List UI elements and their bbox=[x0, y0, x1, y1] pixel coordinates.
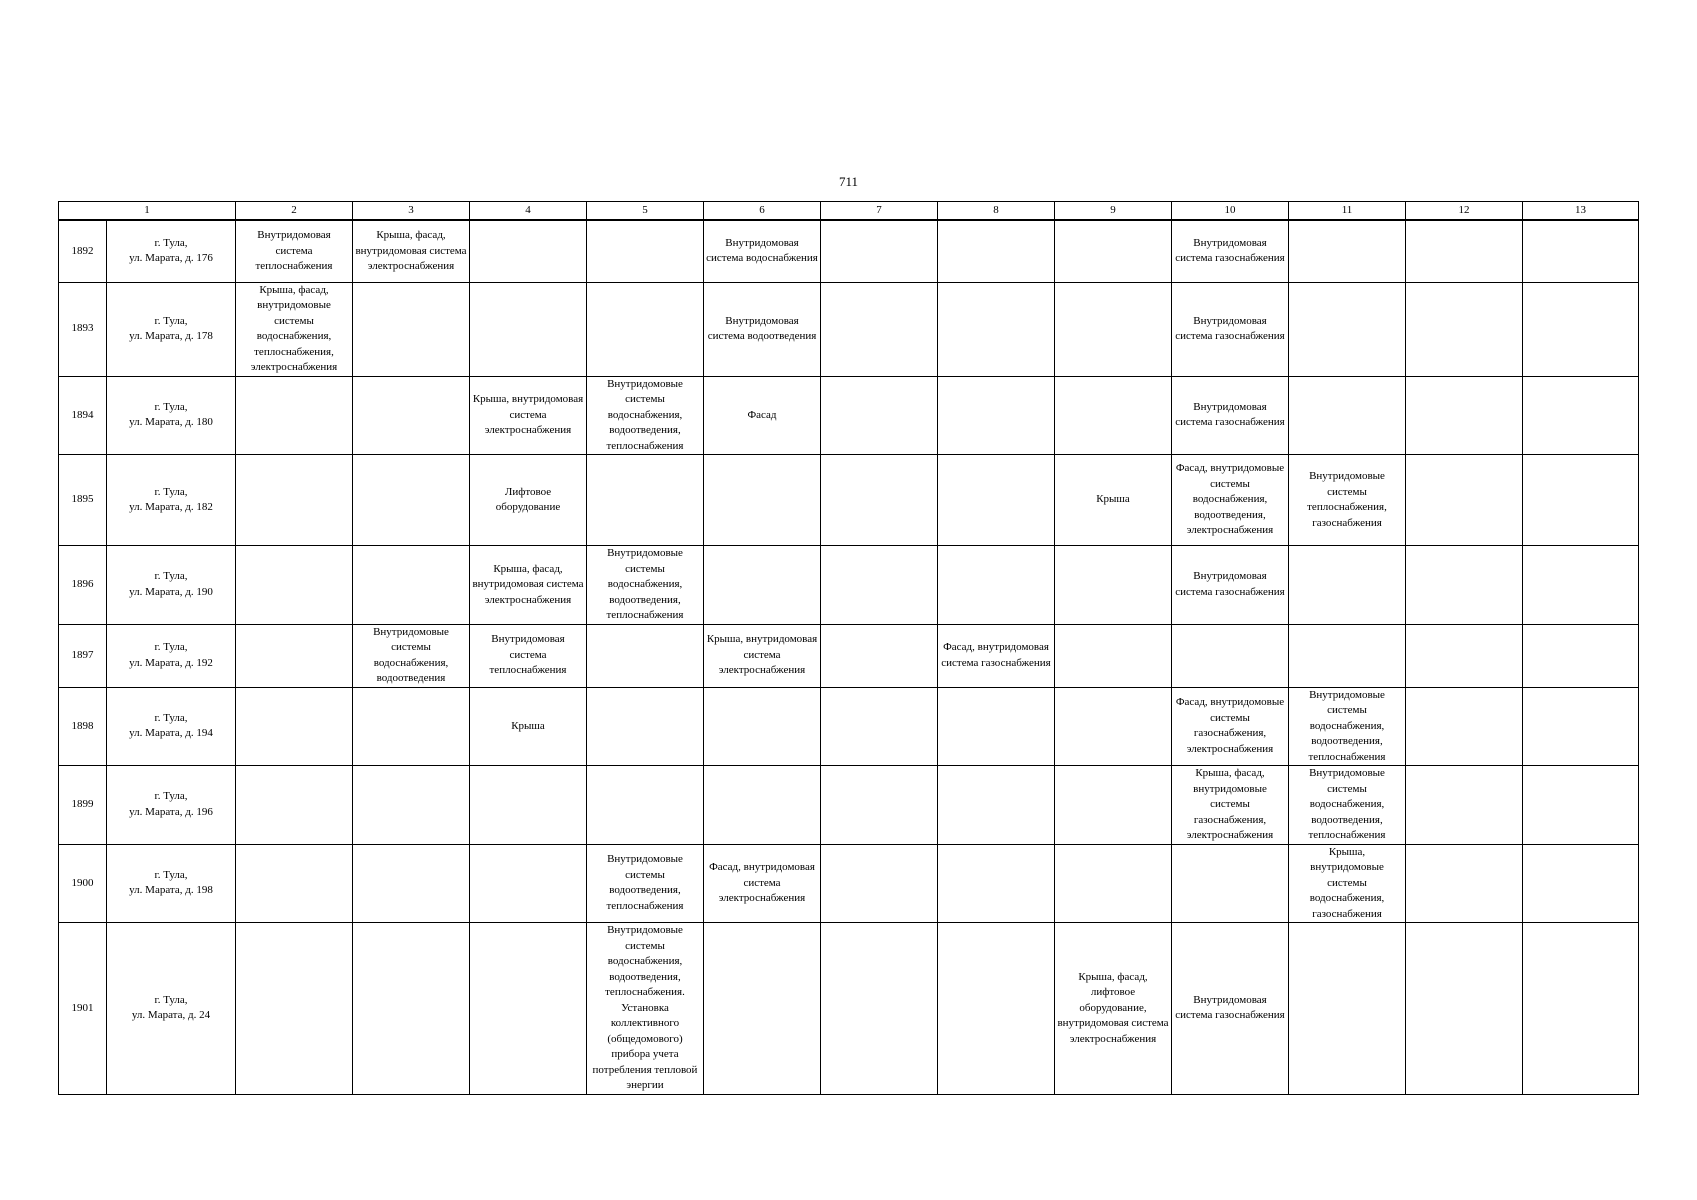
address-city: г. Тула, bbox=[154, 790, 188, 803]
address-city: г. Тула, bbox=[154, 993, 188, 1006]
work-cell-col-12 bbox=[1406, 687, 1523, 766]
work-cell-col-4 bbox=[470, 376, 587, 455]
work-cell-col-3 bbox=[353, 844, 470, 923]
column-header-6: 6 bbox=[704, 202, 821, 221]
work-cell-col-2 bbox=[236, 766, 353, 845]
work-cell-col-6 bbox=[704, 282, 821, 376]
table-row bbox=[59, 844, 1639, 923]
work-description: Внутридомовая система газоснабжения bbox=[1175, 236, 1285, 265]
work-cell-col-13 bbox=[1523, 624, 1639, 687]
row-address bbox=[107, 766, 236, 845]
row-number: 1901 bbox=[59, 923, 107, 1095]
row-number: 1896 bbox=[59, 546, 107, 625]
work-cell-col-3 bbox=[353, 687, 470, 766]
work-cell-col-9 bbox=[1055, 376, 1172, 455]
column-header-13: 13 bbox=[1523, 202, 1639, 221]
column-header-8: 8 bbox=[938, 202, 1055, 221]
row-number: 1893 bbox=[59, 282, 107, 376]
column-header-2: 2 bbox=[236, 202, 353, 221]
work-description: Фасад bbox=[747, 408, 777, 421]
work-description: Внутридомовая система газоснабжения bbox=[1175, 993, 1285, 1022]
work-cell-col-7 bbox=[821, 624, 938, 687]
work-cell-col-9 bbox=[1055, 282, 1172, 376]
work-cell-col-6 bbox=[704, 687, 821, 766]
work-cell-col-6 bbox=[704, 923, 821, 1095]
work-cell-col-8 bbox=[938, 455, 1055, 546]
work-description: Крыша, внутридомовые системы водоснабжения, газоснабжения bbox=[1309, 845, 1385, 920]
work-cell-col-5 bbox=[587, 455, 704, 546]
work-cell-col-9 bbox=[1055, 624, 1172, 687]
work-cell-col-11 bbox=[1289, 546, 1406, 625]
work-cell-col-10 bbox=[1172, 687, 1289, 766]
work-cell-col-9 bbox=[1055, 546, 1172, 625]
row-address bbox=[107, 687, 236, 766]
work-description: Внутридомовые системы водоотведения, теплоснабжения bbox=[606, 853, 684, 912]
work-cell-col-2 bbox=[236, 376, 353, 455]
work-cell-col-6 bbox=[704, 844, 821, 923]
row-address bbox=[107, 455, 236, 546]
header-row bbox=[59, 202, 1639, 221]
address-city: г. Тула, bbox=[154, 314, 188, 327]
work-cell-col-3 bbox=[353, 376, 470, 455]
address-city: г. Тула, bbox=[154, 400, 188, 413]
work-cell-col-13 bbox=[1523, 766, 1639, 845]
work-cell-col-7 bbox=[821, 455, 938, 546]
work-cell-col-7 bbox=[821, 220, 938, 282]
work-cell-col-3 bbox=[353, 455, 470, 546]
work-cell-col-13 bbox=[1523, 844, 1639, 923]
work-cell-col-7 bbox=[821, 546, 938, 625]
column-header-9: 9 bbox=[1055, 202, 1172, 221]
work-cell-col-8 bbox=[938, 376, 1055, 455]
column-header-7: 7 bbox=[821, 202, 938, 221]
work-cell-col-12 bbox=[1406, 376, 1523, 455]
address-street: ул. Марата, д. 190 bbox=[129, 585, 213, 598]
table-row bbox=[59, 282, 1639, 376]
work-cell-col-8 bbox=[938, 220, 1055, 282]
work-cell-col-4 bbox=[470, 282, 587, 376]
work-cell-col-4 bbox=[470, 546, 587, 625]
work-description: Лифтовое оборудование bbox=[495, 485, 561, 513]
address-city: г. Тула, bbox=[154, 641, 188, 653]
address-city: г. Тула, bbox=[154, 570, 188, 583]
address-street: ул. Марата, д. 192 bbox=[129, 656, 213, 669]
address-street: ул. Марата, д. 24 bbox=[131, 1009, 211, 1022]
work-cell-col-5 bbox=[587, 766, 704, 845]
work-description: Крыша, внутридомовая система электроснабжения bbox=[472, 393, 584, 436]
table-row bbox=[59, 376, 1639, 455]
work-description: Внутридомовые системы водоснабжения, водоотведения, теплоснабжения. Установка коллективного (общедомового) прибора учета потребления тепловой энергии bbox=[592, 924, 698, 1091]
work-description: Фасад, внутридомовая система электроснабжения bbox=[709, 861, 815, 904]
work-cell-col-3 bbox=[353, 923, 470, 1095]
row-address bbox=[107, 282, 236, 376]
address-street: ул. Марата, д. 194 bbox=[129, 727, 213, 740]
row-number: 1898 bbox=[59, 687, 107, 766]
table-body bbox=[59, 220, 1639, 1094]
row-address bbox=[107, 844, 236, 923]
row-address bbox=[107, 220, 236, 282]
work-cell-col-10 bbox=[1172, 282, 1289, 376]
row-address bbox=[107, 923, 236, 1095]
address-street: ул. Марата, д. 196 bbox=[129, 805, 213, 818]
work-description: Фасад, внутридомовые системы газоснабжения, электроснабжения bbox=[1175, 696, 1285, 755]
work-cell-col-5 bbox=[587, 844, 704, 923]
work-cell-col-5 bbox=[587, 546, 704, 625]
work-cell-col-6 bbox=[704, 766, 821, 845]
work-description: Внутридомовые системы водоснабжения, водоотведения bbox=[373, 625, 449, 684]
work-cell-col-9 bbox=[1055, 844, 1172, 923]
work-cell-col-11 bbox=[1289, 220, 1406, 282]
work-cell-col-9 bbox=[1055, 766, 1172, 845]
address-city: г. Тула, bbox=[154, 236, 188, 249]
row-number: 1899 bbox=[59, 766, 107, 845]
work-description: Фасад, внутридомовая система газоснабжения bbox=[941, 641, 1051, 669]
row-number: 1897 bbox=[59, 624, 107, 687]
work-cell-col-12 bbox=[1406, 220, 1523, 282]
row-number: 1895 bbox=[59, 455, 107, 546]
work-cell-col-11 bbox=[1289, 282, 1406, 376]
work-cell-col-8 bbox=[938, 766, 1055, 845]
work-description: Внутридомовые системы теплоснабжения, газоснабжения bbox=[1307, 470, 1387, 529]
work-cell-col-2 bbox=[236, 220, 353, 282]
table-row bbox=[59, 687, 1639, 766]
work-cell-col-5 bbox=[587, 376, 704, 455]
work-cell-col-11 bbox=[1289, 455, 1406, 546]
work-description: Внутридомовая система теплоснабжения bbox=[255, 229, 333, 272]
column-header-1: 1 bbox=[59, 202, 236, 221]
work-cell-col-6 bbox=[704, 624, 821, 687]
work-cell-col-4 bbox=[470, 766, 587, 845]
work-cell-col-2 bbox=[236, 455, 353, 546]
address-city: г. Тула, bbox=[154, 485, 188, 498]
work-description: Внутридомовые системы водоснабжения, водоотведения, теплоснабжения bbox=[1308, 767, 1386, 841]
work-cell-col-8 bbox=[938, 687, 1055, 766]
address-street: ул. Марата, д. 198 bbox=[129, 884, 213, 897]
work-cell-col-13 bbox=[1523, 376, 1639, 455]
address-street: ул. Марата, д. 182 bbox=[129, 501, 213, 513]
table-row bbox=[59, 220, 1639, 282]
work-cell-col-11 bbox=[1289, 687, 1406, 766]
row-number: 1894 bbox=[59, 376, 107, 455]
work-cell-col-10 bbox=[1172, 766, 1289, 845]
table-row bbox=[59, 923, 1639, 1095]
work-cell-col-10 bbox=[1172, 376, 1289, 455]
schedule-table bbox=[58, 201, 1639, 1095]
work-cell-col-11 bbox=[1289, 376, 1406, 455]
work-cell-col-5 bbox=[587, 220, 704, 282]
work-cell-col-8 bbox=[938, 282, 1055, 376]
work-cell-col-3 bbox=[353, 766, 470, 845]
work-description: Внутридомовая система газоснабжения bbox=[1175, 570, 1285, 598]
work-cell-col-2 bbox=[236, 687, 353, 766]
work-cell-col-10 bbox=[1172, 844, 1289, 923]
work-cell-col-11 bbox=[1289, 923, 1406, 1095]
work-cell-col-8 bbox=[938, 624, 1055, 687]
work-description: Крыша, фасад, внутридомовая система электроснабжения bbox=[472, 562, 584, 606]
work-cell-col-10 bbox=[1172, 220, 1289, 282]
work-description: Крыша, фасад, внутридомовые системы водоснабжения, теплоснабжения, электроснабжения bbox=[250, 283, 338, 373]
row-number: 1892 bbox=[59, 220, 107, 282]
table-row bbox=[59, 624, 1639, 687]
work-description: Внутридомовые системы водоснабжения, водоотведения, теплоснабжения bbox=[1308, 688, 1386, 763]
column-header-10: 10 bbox=[1172, 202, 1289, 221]
row-address bbox=[107, 376, 236, 455]
work-cell-col-13 bbox=[1523, 282, 1639, 376]
page-number: 711 bbox=[838, 174, 859, 189]
work-cell-col-6 bbox=[704, 220, 821, 282]
work-cell-col-7 bbox=[821, 844, 938, 923]
work-cell-col-4 bbox=[470, 687, 587, 766]
table-row bbox=[59, 546, 1639, 625]
work-cell-col-6 bbox=[704, 546, 821, 625]
work-cell-col-3 bbox=[353, 220, 470, 282]
work-cell-col-4 bbox=[470, 844, 587, 923]
work-cell-col-10 bbox=[1172, 546, 1289, 625]
work-cell-col-11 bbox=[1289, 624, 1406, 687]
work-cell-col-4 bbox=[470, 455, 587, 546]
work-cell-col-12 bbox=[1406, 282, 1523, 376]
work-cell-col-8 bbox=[938, 923, 1055, 1095]
address-street: ул. Марата, д. 180 bbox=[129, 416, 213, 429]
table-row bbox=[59, 766, 1639, 845]
work-description: Крыша bbox=[511, 719, 545, 732]
row-address bbox=[107, 546, 236, 625]
row-address bbox=[107, 624, 236, 687]
work-cell-col-8 bbox=[938, 844, 1055, 923]
work-cell-col-3 bbox=[353, 624, 470, 687]
work-cell-col-10 bbox=[1172, 624, 1289, 687]
column-header-11: 11 bbox=[1289, 202, 1406, 221]
work-description: Внутридомовая система газоснабжения bbox=[1175, 400, 1285, 429]
work-cell-col-7 bbox=[821, 766, 938, 845]
work-cell-col-3 bbox=[353, 546, 470, 625]
work-cell-col-4 bbox=[470, 923, 587, 1095]
column-header-5: 5 bbox=[587, 202, 704, 221]
work-cell-col-7 bbox=[821, 282, 938, 376]
work-cell-col-2 bbox=[236, 624, 353, 687]
work-description: Крыша, фасад, внутридомовые системы газоснабжения, электроснабжения bbox=[1186, 767, 1274, 841]
work-cell-col-2 bbox=[236, 282, 353, 376]
work-description: Крыша, фасад, лифтовое оборудование, внутридомовая система электроснабжения bbox=[1057, 970, 1169, 1045]
work-description: Внутридомовая система водоснабжения bbox=[706, 236, 818, 265]
work-cell-col-8 bbox=[938, 546, 1055, 625]
address-city: г. Тула, bbox=[154, 868, 188, 881]
work-cell-col-5 bbox=[587, 687, 704, 766]
work-cell-col-7 bbox=[821, 687, 938, 766]
work-cell-col-9 bbox=[1055, 220, 1172, 282]
work-description: Крыша, внутридомовая система электроснабжения bbox=[706, 633, 818, 677]
column-header-3: 3 bbox=[353, 202, 470, 221]
work-cell-col-6 bbox=[704, 455, 821, 546]
work-cell-col-5 bbox=[587, 923, 704, 1095]
work-cell-col-12 bbox=[1406, 923, 1523, 1095]
work-cell-col-9 bbox=[1055, 687, 1172, 766]
column-header-12: 12 bbox=[1406, 202, 1523, 221]
work-cell-col-5 bbox=[587, 624, 704, 687]
work-cell-col-12 bbox=[1406, 844, 1523, 923]
work-description: Внутридомовые системы водоснабжения, водоотведения, теплоснабжения bbox=[606, 377, 684, 452]
work-cell-col-12 bbox=[1406, 766, 1523, 845]
table-row bbox=[59, 455, 1639, 546]
work-cell-col-4 bbox=[470, 220, 587, 282]
work-cell-col-6 bbox=[704, 376, 821, 455]
work-cell-col-10 bbox=[1172, 455, 1289, 546]
address-city: г. Тула, bbox=[154, 711, 188, 724]
work-cell-col-11 bbox=[1289, 844, 1406, 923]
work-description: Крыша bbox=[1096, 493, 1130, 506]
work-cell-col-4 bbox=[470, 624, 587, 687]
work-cell-col-13 bbox=[1523, 220, 1639, 282]
work-cell-col-13 bbox=[1523, 455, 1639, 546]
work-cell-col-9 bbox=[1055, 923, 1172, 1095]
column-header-4: 4 bbox=[470, 202, 587, 221]
work-cell-col-12 bbox=[1406, 546, 1523, 625]
work-cell-col-3 bbox=[353, 282, 470, 376]
work-cell-col-5 bbox=[587, 282, 704, 376]
work-cell-col-10 bbox=[1172, 923, 1289, 1095]
address-street: ул. Марата, д. 178 bbox=[129, 330, 213, 342]
work-cell-col-2 bbox=[236, 844, 353, 923]
work-cell-col-12 bbox=[1406, 624, 1523, 687]
work-cell-col-2 bbox=[236, 923, 353, 1095]
work-cell-col-7 bbox=[821, 376, 938, 455]
work-description: Крыша, фасад, внутридомовая система электроснабжения bbox=[355, 229, 467, 272]
work-cell-col-7 bbox=[821, 923, 938, 1095]
row-number: 1900 bbox=[59, 844, 107, 923]
work-description: Внутридомовая система газоснабжения bbox=[1175, 314, 1285, 342]
work-description: Внутридомовая система теплоснабжения bbox=[489, 633, 567, 677]
address-street: ул. Марата, д. 176 bbox=[129, 252, 213, 265]
work-cell-col-13 bbox=[1523, 687, 1639, 766]
work-cell-col-13 bbox=[1523, 546, 1639, 625]
work-description: Внутридомовая система водоотведения bbox=[707, 314, 817, 342]
work-description: Фасад, внутридомовые системы водоснабжения, водоотведения, электроснабжения bbox=[1175, 462, 1285, 537]
work-cell-col-13 bbox=[1523, 923, 1639, 1095]
table-header bbox=[59, 202, 1639, 221]
work-cell-col-9 bbox=[1055, 455, 1172, 546]
work-cell-col-12 bbox=[1406, 455, 1523, 546]
work-cell-col-11 bbox=[1289, 766, 1406, 845]
work-cell-col-2 bbox=[236, 546, 353, 625]
work-description: Внутридомовые системы водоснабжения, водоотведения, теплоснабжения bbox=[606, 547, 684, 621]
